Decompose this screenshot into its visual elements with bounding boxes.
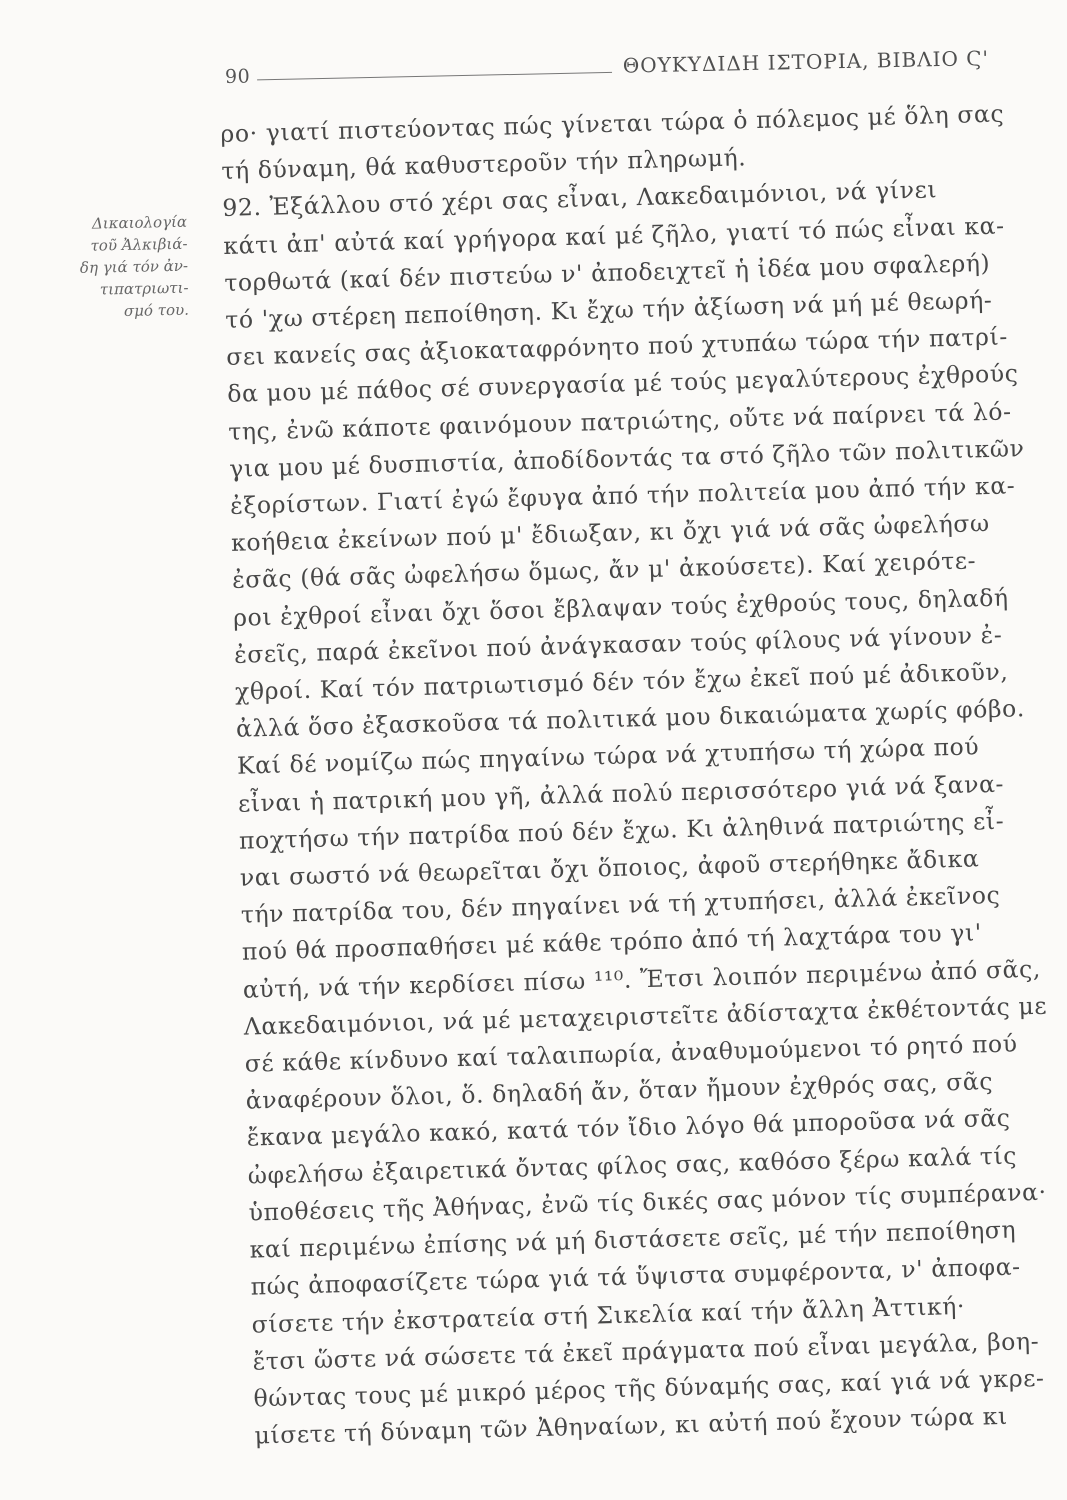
body-text: [220, 95, 1067, 1455]
text-line: για μου μέ δυσπιστία, ἀποδίδοντάς τα στό ζῆλο τῶν πολιτικῶν: [228, 433, 1025, 483]
text-line: της, ἐνῶ κάποτε φαινόμουν πατριώτης, οὔτε νά παίρνει τά λό-: [227, 397, 1012, 446]
margin-note-line: Δικαιολογία: [91, 212, 188, 233]
text-line: θώντας τους μέ μικρό μέρος τῆς δύναμής σας, καί γιά νά γκρε-: [253, 1363, 1045, 1413]
page-header: [225, 41, 1026, 92]
text-line: κάτι ἀπ' αὐτά καί γρήγορα καί μέ ζῆλο, γιατί τό πώς εἶναι κα-: [223, 211, 1005, 260]
text-line: ὑποθέσεις τῆς Ἀθήνας, ἐνῶ τίς δικές σας μόνον τίς συμπέρανα·: [248, 1177, 1048, 1227]
text-line: ναι σωστό νά θεωρεῖται ὄχι ὅποιος, ἀφοῦ στερήθηκε ἄδικα: [239, 844, 980, 892]
text-line: αὐτή, νά τήν κερδίσει πίσω ¹¹⁰. Ἔτσι λοιπόν περιμένω ἀπό σᾶς,: [242, 954, 1042, 1004]
text-line: 92. Ἐξάλλου στό χέρι σας εἶναι, Λακεδαιμόνιοι, νά γίνει: [222, 175, 938, 223]
running-title: ΘΟΥΚΥΔΙΔΗ ΙΣΤΟΡΙΑ, ΒΙΒΛΙΟ Ϛ': [622, 45, 990, 78]
text-line: ροι ἐχθροί εἶναι ὄχι ὅσοι ἔβλαψαν τούς ἐχθρούς τους, δηλαδή: [232, 583, 1009, 632]
text-line: Καί δέ νομίζω πώς πηγαίνω τώρα νά χτυπήσω τή χώρα πού: [236, 732, 980, 781]
text-line: ρο· γιατί πιστεύοντας πώς γίνεται τώρα ὁ πόλεμος μέ ὅλη σας: [220, 99, 1005, 148]
text-line: ἀναφέρουν ὅλοι, ὅ. δηλαδή ἄν, ὅταν ἤμουν ἐχθρός σας, σᾶς: [245, 1067, 994, 1115]
text-line: τήν πατρίδα του, δέν πηγαίνει νά τή χτυπήσει, ἀλλά ἐκεῖνος: [240, 881, 1001, 929]
text-line: μίσετε τή δύναμη τῶν Ἀθηναίων, κι αὐτή πού ἔχουν τώρα κι: [254, 1401, 1009, 1450]
text-line: ἔκανα μεγάλο κακό, κατά τόν ἴδιο λόγο θά μποροῦσα νά σᾶς: [246, 1104, 1011, 1153]
text-line: χθροί. Καί τόν πατριωτισμό δέν τόν ἔχω ἐκεῖ πού μέ ἀδικοῦν,: [234, 657, 1009, 706]
text-line: τό 'χω στέρεη πεποίθηση. Κι ἔχω τήν ἀξίωση νά μή μέ θεωρή-: [224, 285, 993, 334]
text-line: σέ κάθε κίνδυνο καί ταλαιπωρία, ἀναθυμούμενοι τό ρητό πού: [244, 1029, 1018, 1078]
margin-note: [59, 211, 189, 324]
text-line: τή δύναμη, θά καθυστεροῦν τήν πληρωμή.: [221, 143, 747, 186]
text-line: ἐσᾶς (θά σᾶς ὠφελήσω ὅμως, ἄν μ' ἀκούσετε). Καί χειρότε-: [231, 546, 977, 595]
text-line: ὠφελήσω ἐξαιρετικά ὄντας φίλος σας, καθόσο ξέρω καλά τίς: [247, 1141, 1018, 1190]
text-line: τορθωτά (καί δέν πιστεύω ν' ἀποδειχτεῖ ἡ ἰδέα μου σφαλερή): [224, 248, 991, 297]
text-line: ἀλλά ὅσο ἐξασκοῦσα τά πολιτικά μου δικαιώματα χωρίς φόβο.: [235, 694, 1026, 744]
text-line: ἐσεῖς, παρά ἐκεῖνοι πού ἀνάγκασαν τούς φίλους νά γίνουν ἐ-: [233, 620, 1003, 669]
margin-note-line: τιπατριωτι-: [99, 278, 189, 299]
text-line: δα μου μέ πάθος σέ συνεργασία μέ τούς μεγαλύτερους ἐχθρούς: [226, 359, 1019, 409]
page-number: 90: [224, 65, 251, 88]
text-line: καί περιμένω ἐπίσης νά μή διστάσετε σεῖς, μέ τήν πεποίθηση: [249, 1215, 1017, 1264]
text-line: ποχτήσω τήν πατρίδα πού δέν ἔχω. Κι ἀληθινά πατριώτης εἶ-: [238, 806, 1005, 855]
text-line: ἔτσι ὥστε νά σώσετε τά ἐκεῖ πράγματα πού εἶναι μεγάλα, βοη-: [252, 1326, 1040, 1376]
margin-note-line: σμό του.: [123, 300, 190, 321]
text-line: πώς ἀποφασίζετε τώρα γιά τά ὕψιστα συμφέροντα, ν' ἀποφα-: [250, 1252, 1022, 1301]
text-line: ἐξορίστων. Γιατί ἐγώ ἔφυγα ἀπό τήν πολιτεία μου ἀπό τήν κα-: [229, 471, 1016, 520]
text-line: σίσετε τήν ἐκστρατεία στή Σικελία καί τήν ἄλλη Ἀττική·: [251, 1291, 966, 1339]
text-line: σει κανείς σας ἀξιοκαταφρόνητο πού χτυπάω τώρα τήν πατρί-: [225, 322, 1009, 372]
text-line: εἶναι ἡ πατρική μου γῆ, ἀλλά πολύ περισσότερο γιά νά ξανα-: [237, 769, 1005, 818]
margin-note-line: δη γιά τόν ἀν-: [79, 256, 189, 277]
text-line: πού θά προσπαθήσει μέ κάθε τρόπο ἀπό τή λαχτάρα του γι': [241, 918, 983, 967]
margin-note-line: τοῦ Ἀλκιβιά-: [90, 234, 188, 255]
text-line: Λακεδαιμόνιοι, νά μέ μεταχειριστεῖτε ἀδίσταχτα ἐκθέτοντάς με: [243, 991, 1048, 1041]
header-rule: [257, 72, 612, 80]
text-line: κοήθεια ἐκείνων πού μ' ἔδιωξαν, κι ὄχι γιά νά σᾶς ὠφελήσω: [230, 509, 991, 558]
